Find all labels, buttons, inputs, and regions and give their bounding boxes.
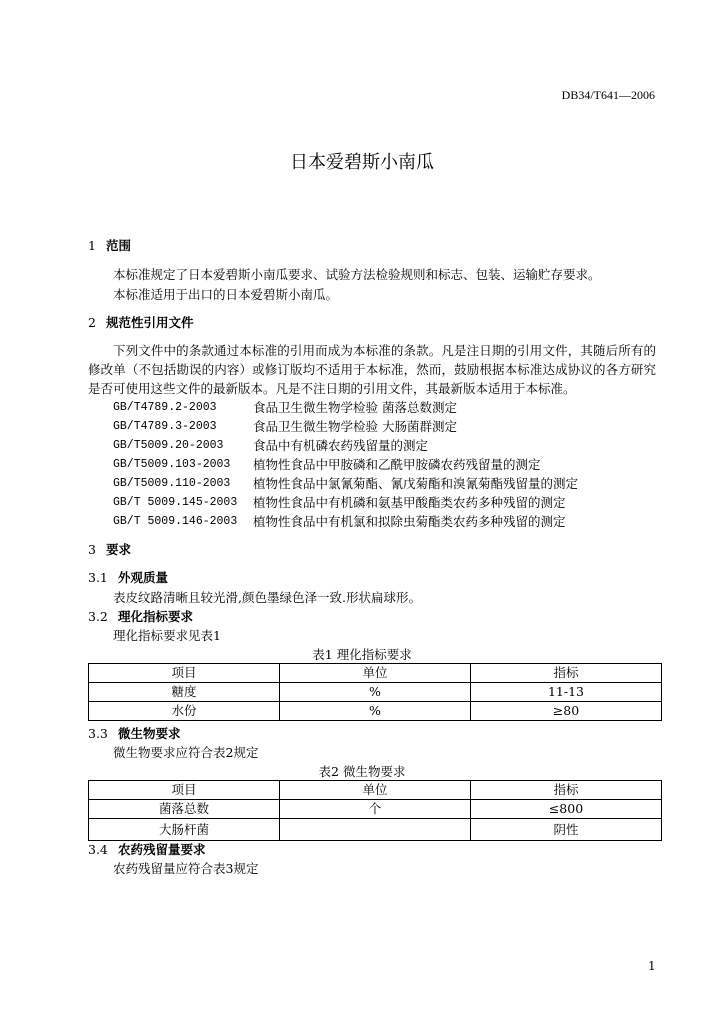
reference-title: 植物性食品中氯氰菊酯、氰戊菊酯和溴氰菊酯残留量的测定	[253, 476, 579, 491]
section-3-3-text: 微生物要求应符合表2规定	[113, 745, 259, 760]
reference-code: GB/T4789.3-2003	[113, 420, 217, 433]
reference-code: GB/T5009.103-2003	[113, 458, 231, 471]
section-1-title: 范围	[106, 238, 132, 253]
standard-code: DB34/T641—2006	[561, 88, 655, 102]
table-header-row	[89, 781, 662, 800]
section-3-1-number: 3.1	[88, 570, 108, 585]
section-3-4-text: 农药残留量应符合表3规定	[113, 861, 259, 876]
table-header-row	[89, 664, 662, 683]
table-cell: 阴性	[471, 819, 662, 841]
document-title: 日本爱碧斯小南瓜	[290, 152, 434, 173]
table-cell: 11-13	[471, 683, 662, 702]
table-header-cell: 指标	[471, 664, 662, 683]
section-3-1-title: 外观质量	[118, 570, 169, 585]
reference-code: GB/T4789.2-2003	[113, 401, 217, 414]
table-row	[89, 702, 662, 721]
section-3-3-number: 3.3	[88, 726, 108, 741]
reference-title: 植物性食品中有机氯和拟除虫菊酯类农药多种残留的测定	[253, 514, 566, 529]
reference-title: 植物性食品中甲胺磷和乙酰甲胺磷农药残留量的测定	[253, 457, 541, 472]
table-cell: %	[280, 683, 471, 702]
table-2	[88, 780, 662, 841]
table-cell: ≤800	[471, 800, 662, 819]
section-2-number: 2	[88, 315, 96, 330]
reference-code: GB/T 5009.146-2003	[113, 515, 238, 528]
reference-title: 食品卫生微生物学检验 菌落总数测定	[253, 400, 457, 415]
table-header-cell: 指标	[471, 781, 662, 800]
table-header-cell: 单位	[280, 664, 471, 683]
table-cell: 糖度	[89, 683, 280, 702]
section-1-number: 1	[88, 238, 96, 253]
table-1-caption: 表1 理化指标要求	[312, 647, 412, 662]
table-cell: 大肠杆菌	[89, 819, 280, 841]
reference-title: 食品卫生微生物学检验 大肠菌群测定	[253, 419, 457, 434]
section-3-2-title: 理化指标要求	[118, 609, 194, 624]
section-2-line-1: 下列文件中的条款通过本标准的引用而成为本标准的条款。凡是注日期的引用文件，其随后所有的	[113, 343, 656, 358]
section-3-2-text: 理化指标要求见表1	[113, 628, 221, 643]
page-number: 1	[648, 959, 656, 973]
reference-code: GB/T5009.110-2003	[113, 477, 231, 490]
table-cell: 个	[280, 800, 471, 819]
reference-title: 食品中有机磷农药残留量的测定	[253, 438, 429, 453]
section-1-line-1: 本标准规定了日本爱碧斯小南瓜要求、试验方法检验规则和标志、包装、运输贮存要求。	[113, 267, 601, 282]
table-1	[88, 663, 662, 721]
table-header-cell: 单位	[280, 781, 471, 800]
table-cell	[280, 819, 471, 841]
section-3-2-number: 3.2	[88, 609, 108, 624]
section-3-1-text: 表皮纹路清晰且较光滑,颜色墨绿色泽一致.形状扁球形。	[113, 590, 421, 605]
table-cell: ≥80	[471, 702, 662, 721]
section-3-4-title: 农药残留量要求	[118, 842, 206, 857]
reference-code: GB/T5009.20-2003	[113, 439, 224, 452]
table-cell: 菌落总数	[89, 800, 280, 819]
table-cell: %	[280, 702, 471, 721]
section-2-line-2: 修改单（不包括勘误的内容）或修订版均不适用于本标准，然而，鼓励根据本标准达成协议的各方研究	[88, 362, 656, 377]
section-3-3-title: 微生物要求	[118, 726, 181, 741]
section-2-line-3: 是否可使用这些文件的最新版本。凡是不注日期的引用文件，其最新版本适用于本标准。	[88, 381, 576, 396]
reference-title: 植物性食品中有机磷和氨基甲酸酯类农药多种残留的测定	[253, 495, 566, 510]
section-3-4-number: 3.4	[88, 842, 108, 857]
table-2-caption: 表2 微生物要求	[318, 764, 406, 779]
table-header-cell: 项目	[89, 781, 280, 800]
table-row	[89, 683, 662, 702]
reference-code: GB/T 5009.145-2003	[113, 496, 238, 509]
section-3-number: 3	[88, 542, 96, 557]
section-3-title: 要求	[106, 542, 132, 557]
section-1-line-2: 本标准适用于出口的日本爱碧斯小南瓜。	[113, 287, 339, 302]
table-cell: 水份	[89, 702, 280, 721]
section-2-title: 规范性引用文件	[106, 315, 194, 330]
table-row	[89, 819, 662, 841]
table-row	[89, 800, 662, 819]
table-header-cell: 项目	[89, 664, 280, 683]
